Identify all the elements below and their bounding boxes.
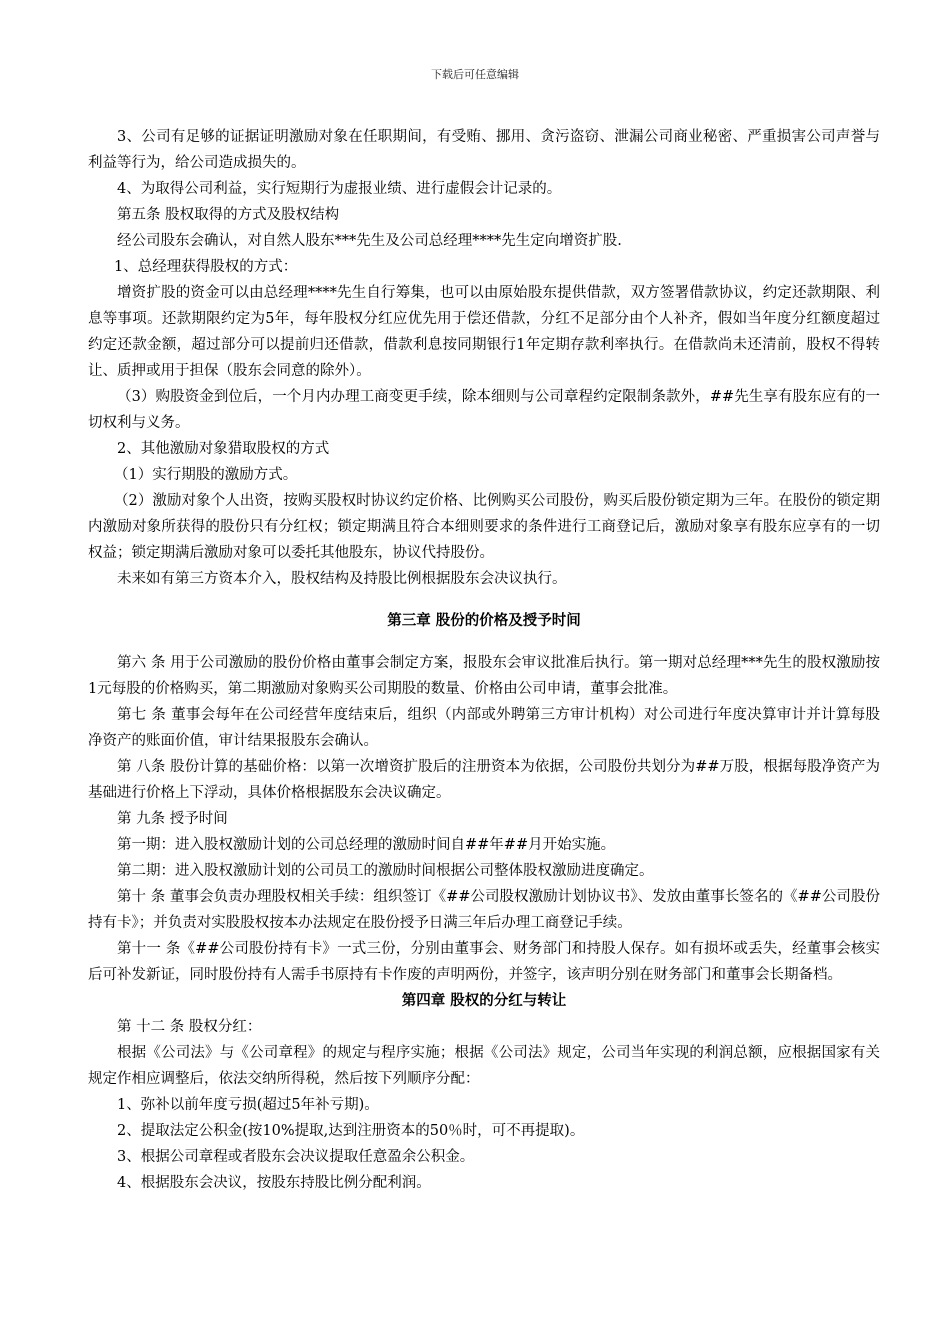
document-body (88, 124, 880, 1196)
paragraph: 第十一 条《##公司股份持有卡》一式三份，分别由董事会、财务部门和持股人保存。如有损坏或丢失，经董事会核实后可补发新证，同时股份持有人需手书原持有卡作废的声明两份，并签字，该声明分别在财务部门和董事会长期备档。 (88, 941, 880, 983)
paragraph: 第一期：进入股权激励计划的公司总经理的激励时间自##年##月开始实施。 (117, 837, 616, 853)
paragraph: 经公司股东会确认，对自然人股东***先生及公司总经理****先生定向增资扩股. (117, 233, 622, 249)
list-item: 2、提取法定公积金(按10%提取,达到注册资本的50％时，可不再提取)。 (117, 1123, 585, 1139)
paragraph: 增资扩股的资金可以由总经理****先生自行筹集，也可以由原始股东提供借款，双方签署借款协议，约定还款期限、利息等事项。还款期限约定为5年，每年股权分红应优先用于偿还借款，分红不足部分由个人补齐，假如当年度分红额度超过约定还款金额，超过部分可以提前归还借款，借款利息按同期银行1年定期存款利率执行。在借款尚未还清前，股权不得转让、质押或用于担保（股东会同意的除外）。 (88, 285, 880, 379)
subsection-heading: 2、其他激励对象猎取股权的方式 (117, 441, 330, 457)
paragraph: 3、公司有足够的证据证明激励对象在任职期间，有受贿、挪用、贪污盗窃、泄漏公司商业秘密、严重损害公司声誉与利益等行为，给公司造成损失的。 (88, 129, 880, 171)
paragraph: 4、为取得公司利益，实行短期行为虚报业绩、进行虚假会计记录的。 (117, 181, 562, 197)
chapter-heading: 第三章 股份的价格及授予时间 (387, 613, 581, 629)
page-header: 下载后可任意编辑 (431, 68, 519, 81)
list-item: 1、弥补以前年度亏损(超过5年补亏期)。 (117, 1097, 379, 1113)
article-heading: 第 十二 条 股权分红： (117, 1019, 262, 1035)
paragraph: 第十 条 董事会负责办理股权相关手续：组织签订《##公司股权激励计划协议书》、发放由董事长签名的《##公司股份持有卡》；并负责对实股股权按本办法规定在股份授予日满三年后办理工商登记手续。 (88, 889, 880, 931)
paragraph: 第 八条 股份计算的基础价格：以第一次增资扩股后的注册资本为依据，公司股份共划分为##万股，根据每股净资产为基础进行价格上下浮动，具体价格根据股东会决议确定。 (88, 759, 880, 801)
article-heading: 第 九条 授予时间 (117, 811, 228, 827)
paragraph: （3）购股资金到位后，一个月内办理工商变更手续，除本细则与公司章程约定限制条款外，##先生享有股东应有的一切权利与义务。 (88, 389, 880, 431)
list-item: 4、根据股东会决议，按股东持股比例分配利润。 (117, 1175, 431, 1191)
paragraph: 未来如有第三方资本介入，股权结构及持股比例根据股东会决议执行。 (117, 571, 567, 587)
list-item: 3、根据公司章程或者股东会决议提取任意盈余公积金。 (117, 1149, 475, 1165)
paragraph: 根据《公司法》与《公司章程》的规定与程序实施；根据《公司法》规定，公司当年实现的利润总额，应根据国家有关规定作相应调整后，依法交纳所得税，然后按下列顺序分配： (88, 1045, 880, 1087)
chapter-heading: 第四章 股权的分红与转让 (401, 993, 567, 1009)
paragraph: 第七 条 董事会每年在公司经营年度结束后，组织（内部或外聘第三方审计机构）对公司进行年度决算审计并计算每股净资产的账面价值，审计结果报股东会确认。 (88, 707, 880, 749)
subsection-heading: 1、总经理获得股权的方式： (114, 259, 298, 275)
article-heading: 第五条 股权取得的方式及股权结构 (117, 207, 340, 223)
paragraph: （1）实行期股的激励方式。 (114, 467, 298, 483)
paragraph: 第六 条 用于公司激励的股份价格由董事会制定方案，报股东会审议批准后执行。第一期对总经理***先生的股权激励按1元每股的价格购买，第二期激励对象购买公司期股的数量、价格由公司申请，董事会批准。 (88, 655, 880, 697)
paragraph: （2）激励对象个人出资，按购买股权时协议约定价格、比例购买公司股份，购买后股份锁定期为三年。在股份的锁定期内激励对象所获得的股份只有分红权；锁定期满且符合本细则要求的条件进行工商登记后，激励对象享有股东应享有的一切权益；锁定期满后激励对象可以委托其他股东，协议代持股份。 (88, 493, 880, 561)
paragraph: 第二期：进入股权激励计划的公司员工的激励时间根据公司整体股权激励进度确定。 (117, 863, 654, 879)
